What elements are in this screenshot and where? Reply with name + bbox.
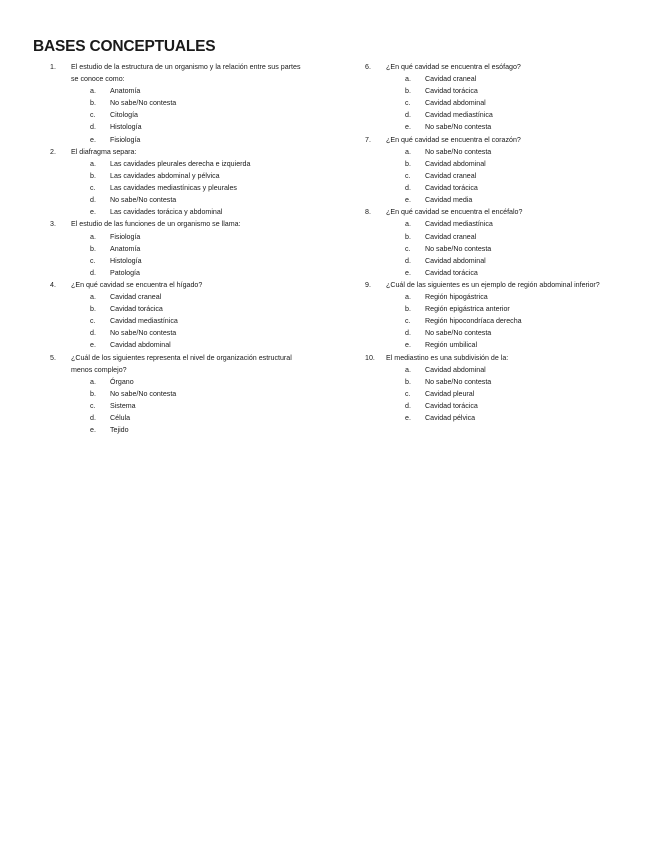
- question: [50, 146, 308, 219]
- option-letter: b.: [90, 171, 96, 180]
- answer-option: [71, 400, 308, 412]
- option-text: Citología: [110, 111, 138, 120]
- option-letter: d.: [405, 256, 411, 265]
- option-text: Cavidad craneal: [425, 171, 477, 180]
- option-text: Cavidad abdominal: [425, 365, 486, 374]
- option-text: Sistema: [110, 402, 136, 410]
- answer-option: [386, 97, 640, 109]
- option-letter: a.: [90, 232, 96, 241]
- answer-option: [386, 194, 640, 206]
- option-text: Histología: [110, 256, 142, 265]
- question: [365, 279, 640, 352]
- option-text: No sabe/No contesta: [110, 99, 177, 108]
- question-text: ¿Cuál de las siguientes es un ejemplo de región abdominal inferior?: [386, 280, 600, 289]
- option-list: [71, 158, 308, 218]
- option-text: No sabe/No contesta: [425, 329, 492, 338]
- question: [50, 352, 308, 437]
- question-text: ¿Cuál de los siguientes representa el nivel de organización estructural menos complejo?: [71, 353, 292, 374]
- option-text: Histología: [110, 123, 142, 132]
- question: [365, 134, 640, 207]
- option-letter: e.: [405, 268, 411, 277]
- option-text: No sabe/No contesta: [425, 123, 492, 132]
- answer-option: [71, 327, 308, 339]
- option-text: Las cavidades abdominal y pélvica: [110, 171, 220, 180]
- option-letter: b.: [405, 305, 411, 314]
- option-letter: c.: [405, 389, 411, 398]
- option-list: [71, 376, 308, 436]
- answer-option: [71, 97, 308, 109]
- option-letter: e.: [90, 208, 96, 217]
- option-text: Región hipocondríaca derecha: [425, 317, 522, 326]
- answer-option: [71, 231, 308, 243]
- answer-option: [386, 388, 640, 400]
- answer-option: [386, 73, 640, 85]
- option-letter: a.: [90, 159, 96, 168]
- page-title: BASES CONCEPTUALES: [33, 38, 216, 55]
- option-list: [71, 291, 308, 351]
- answer-option: [71, 85, 308, 97]
- option-letter: b.: [405, 377, 411, 386]
- answer-option: [386, 364, 640, 376]
- option-text: Cavidad mediastínica: [425, 111, 493, 120]
- option-list: [386, 364, 640, 424]
- option-text: Las cavidades torácica y abdominal: [110, 208, 223, 217]
- option-text: Cavidad abdominal: [425, 99, 486, 108]
- question: [50, 61, 308, 146]
- question: [50, 279, 308, 352]
- option-list: [71, 85, 308, 145]
- option-text: Cavidad pélvica: [425, 414, 476, 423]
- option-letter: c.: [405, 171, 411, 180]
- question-text: El mediastino es una subdivisión de la:: [386, 353, 509, 362]
- answer-option: [386, 303, 640, 315]
- answer-option: [71, 267, 308, 279]
- question: [365, 206, 640, 279]
- option-letter: e.: [90, 135, 96, 144]
- question-number: 5.: [50, 353, 56, 362]
- option-letter: c.: [90, 184, 96, 193]
- question-number: 6.: [365, 63, 371, 71]
- option-text: No sabe/No contesta: [425, 147, 492, 156]
- answer-option: [386, 121, 640, 133]
- option-letter: c.: [90, 111, 96, 120]
- answer-option: [71, 170, 308, 182]
- option-letter: d.: [90, 414, 96, 423]
- right-column: [365, 61, 640, 424]
- answer-option: [71, 424, 308, 436]
- option-letter: a.: [90, 293, 96, 302]
- question-number: 9.: [365, 280, 371, 289]
- question-text: El estudio de las funciones de un organismo se llama:: [71, 220, 241, 229]
- option-letter: e.: [405, 123, 411, 132]
- option-text: Cavidad craneal: [425, 232, 477, 241]
- option-letter: a.: [405, 75, 411, 84]
- option-letter: b.: [90, 99, 96, 108]
- option-letter: a.: [405, 293, 411, 302]
- question-text: El diafragma separa:: [71, 147, 137, 156]
- left-column: [50, 61, 308, 436]
- question-number: 3.: [50, 220, 56, 229]
- answer-option: [386, 85, 640, 97]
- option-letter: b.: [90, 389, 96, 398]
- option-text: Cavidad abdominal: [425, 256, 486, 265]
- option-text: Cavidad torácica: [425, 87, 478, 96]
- answer-option: [71, 158, 308, 170]
- question-text: ¿En qué cavidad se encuentra el encéfalo?: [386, 208, 523, 217]
- option-text: Región epigástrica anterior: [425, 305, 510, 314]
- question-number: 4.: [50, 280, 56, 289]
- answer-option: [386, 327, 640, 339]
- option-text: Fisiología: [110, 135, 141, 144]
- answer-option: [71, 388, 308, 400]
- answer-option: [386, 218, 640, 230]
- option-text: Cavidad mediastínica: [110, 317, 178, 326]
- answer-option: [386, 339, 640, 351]
- option-letter: d.: [90, 196, 96, 205]
- answer-option: [71, 206, 308, 218]
- option-text: Tejido: [110, 426, 129, 435]
- option-letter: c.: [90, 256, 96, 265]
- option-text: Las cavidades pleurales derecha e izquierda: [110, 159, 251, 168]
- answer-option: [71, 121, 308, 133]
- option-letter: e.: [90, 341, 96, 350]
- answer-option: [386, 315, 640, 327]
- option-letter: e.: [405, 196, 411, 205]
- answer-option: [386, 400, 640, 412]
- answer-option: [71, 134, 308, 146]
- option-text: Anatomía: [110, 87, 141, 96]
- option-text: Las cavidades mediastínicas y pleurales: [110, 184, 237, 193]
- option-letter: d.: [90, 123, 96, 132]
- option-list: [386, 146, 640, 206]
- option-letter: b.: [405, 159, 411, 168]
- answer-option: [71, 412, 308, 424]
- question-number: 1.: [50, 63, 56, 71]
- option-text: Fisiología: [110, 232, 141, 241]
- answer-option: [71, 255, 308, 267]
- answer-option: [71, 194, 308, 206]
- question-text: ¿En qué cavidad se encuentra el esófago?: [386, 63, 521, 71]
- option-letter: c.: [405, 99, 411, 108]
- option-text: No sabe/No contesta: [110, 329, 177, 338]
- option-text: Cavidad craneal: [425, 75, 477, 84]
- answer-option: [386, 412, 640, 424]
- option-letter: a.: [90, 377, 96, 386]
- answer-option: [71, 339, 308, 351]
- answer-option: [386, 291, 640, 303]
- question-number: 10.: [365, 353, 375, 362]
- option-letter: c.: [405, 317, 411, 326]
- option-text: Cavidad pleural: [425, 389, 475, 398]
- question-text: ¿En qué cavidad se encuentra el corazón?: [386, 135, 521, 144]
- option-text: Cavidad craneal: [110, 293, 162, 302]
- option-letter: b.: [405, 232, 411, 241]
- answer-option: [386, 376, 640, 388]
- option-text: Cavidad torácica: [425, 268, 478, 277]
- option-list: [386, 218, 640, 278]
- option-text: Región hipogástrica: [425, 293, 488, 302]
- option-letter: d.: [405, 184, 411, 193]
- question: [365, 352, 640, 425]
- option-letter: e.: [405, 414, 411, 423]
- answer-option: [386, 109, 640, 121]
- option-text: Cavidad torácica: [425, 402, 478, 410]
- option-text: Cavidad torácica: [110, 305, 163, 314]
- option-text: Patología: [110, 268, 140, 277]
- option-letter: d.: [405, 111, 411, 120]
- option-letter: c.: [90, 402, 96, 410]
- answer-option: [386, 267, 640, 279]
- answer-option: [71, 291, 308, 303]
- option-text: Cavidad mediastínica: [425, 220, 493, 229]
- option-letter: d.: [405, 402, 411, 410]
- option-text: No sabe/No contesta: [110, 389, 177, 398]
- option-text: Cavidad abdominal: [425, 159, 486, 168]
- answer-option: [386, 255, 640, 267]
- answer-option: [71, 303, 308, 315]
- answer-option: [386, 170, 640, 182]
- option-text: Cavidad media: [425, 196, 473, 205]
- question-number: 7.: [365, 135, 371, 144]
- answer-option: [386, 158, 640, 170]
- option-text: No sabe/No contesta: [425, 244, 492, 253]
- option-text: Anatomía: [110, 244, 141, 253]
- option-list: [386, 73, 640, 133]
- answer-option: [386, 182, 640, 194]
- option-letter: d.: [405, 329, 411, 338]
- option-text: Región umbilical: [425, 341, 478, 350]
- answer-option: [71, 315, 308, 327]
- answer-option: [71, 109, 308, 121]
- question-text: El estudio de la estructura de un organismo y la relación entre sus partes se conoce como:: [71, 63, 301, 84]
- question-number: 2.: [50, 147, 56, 156]
- option-letter: a.: [405, 365, 411, 374]
- answer-option: [386, 231, 640, 243]
- answer-option: [386, 243, 640, 255]
- question-text: ¿En qué cavidad se encuentra el hígado?: [71, 280, 203, 289]
- option-text: Cavidad torácica: [425, 184, 478, 193]
- option-letter: b.: [90, 244, 96, 253]
- option-text: No sabe/No contesta: [110, 196, 177, 205]
- answer-option: [71, 376, 308, 388]
- question: [50, 218, 308, 278]
- option-letter: b.: [405, 87, 411, 96]
- option-list: [386, 291, 640, 351]
- answer-option: [71, 182, 308, 194]
- option-text: Cavidad abdominal: [110, 341, 171, 350]
- answer-option: [71, 243, 308, 255]
- option-letter: d.: [90, 329, 96, 338]
- option-letter: c.: [405, 244, 411, 253]
- option-letter: b.: [90, 305, 96, 314]
- option-letter: a.: [405, 220, 411, 229]
- option-letter: a.: [405, 147, 411, 156]
- option-letter: a.: [90, 87, 96, 96]
- option-text: No sabe/No contesta: [425, 377, 492, 386]
- question: [365, 61, 640, 134]
- option-letter: e.: [405, 341, 411, 350]
- option-letter: e.: [90, 426, 96, 435]
- option-letter: d.: [90, 268, 96, 277]
- option-letter: c.: [90, 317, 96, 326]
- option-list: [71, 231, 308, 279]
- option-text: Célula: [110, 414, 131, 423]
- option-text: Órgano: [110, 377, 134, 386]
- answer-option: [386, 146, 640, 158]
- question-number: 8.: [365, 208, 371, 217]
